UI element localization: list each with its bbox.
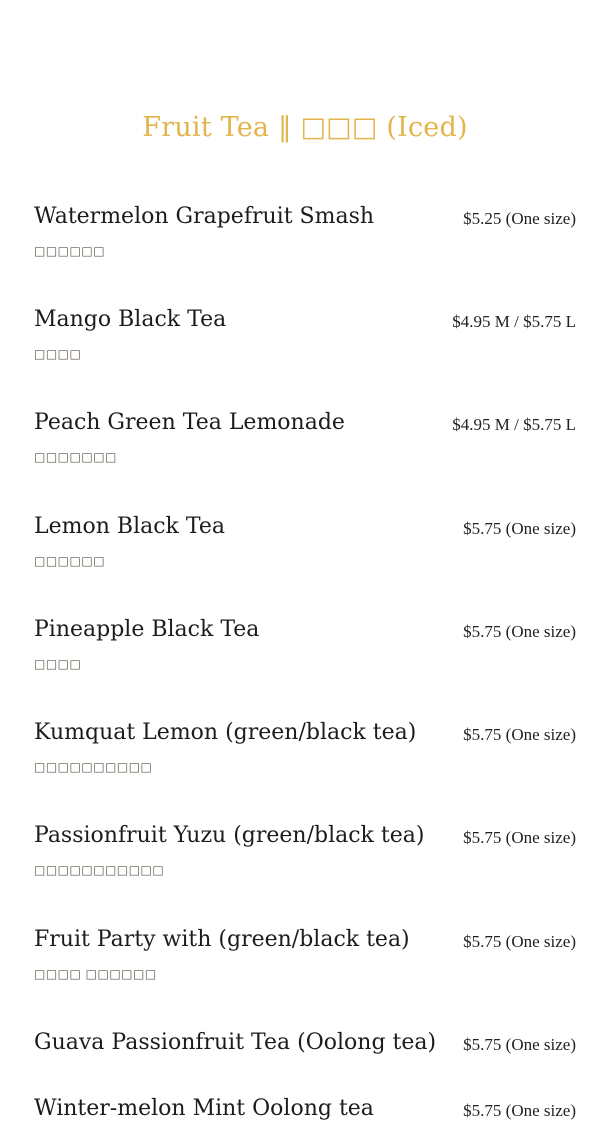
menu-item-price: $5.75 (One size) [463, 1101, 576, 1120]
menu-item-price: $4.95 M / $5.75 L [452, 312, 576, 331]
menu-item-name: Lemon Black Tea [34, 514, 225, 539]
menu-item-subtitle: □□□□□□ [34, 554, 106, 568]
section-title: Fruit Tea ‖ □□□ (Iced) [142, 112, 468, 143]
menu-item-row [34, 822, 576, 852]
menu-item-price: $5.75 (One size) [463, 828, 576, 847]
menu-item [34, 719, 576, 774]
menu-item-subtitle: □□□□□□ [34, 244, 106, 258]
menu-item-subtitle: □□□□ [34, 347, 82, 361]
menu-item-row [34, 616, 576, 646]
menu-item [34, 616, 576, 671]
menu-item [34, 1095, 576, 1125]
menu-item-row [34, 926, 576, 956]
menu-item-row [34, 306, 576, 336]
menu-item-row [34, 1029, 576, 1059]
menu-item-name: Watermelon Grapefruit Smash [34, 204, 375, 229]
menu-item-price: $5.75 (One size) [463, 519, 576, 538]
menu-item-subtitle: □□□□□□□ [34, 450, 117, 464]
menu-item-price: $5.75 (One size) [463, 622, 576, 641]
menu-item-price: $5.25 (One size) [463, 209, 576, 228]
menu-item-subtitle: □□□□ □□□□□□ [34, 967, 157, 981]
menu-item-row [34, 719, 576, 749]
menu-item-price: $4.95 M / $5.75 L [452, 415, 576, 434]
menu-item [34, 409, 576, 464]
menu-item-name: Passionfruit Yuzu (green/black tea) [34, 823, 425, 848]
menu-item-name: Winter-melon Mint Oolong tea [34, 1096, 374, 1121]
menu-item-name: Peach Green Tea Lemonade [34, 410, 345, 435]
menu-item-name: Kumquat Lemon (green/black tea) [34, 720, 417, 745]
menu-item-subtitle: □□□□□□□□□□ [34, 760, 153, 774]
menu-item-row [34, 409, 576, 439]
menu-item [34, 926, 576, 981]
menu-item-row [34, 513, 576, 543]
menu-item-row [34, 203, 576, 233]
menu-item-price: $5.75 (One size) [463, 932, 576, 951]
menu-item-name: Fruit Party with (green/black tea) [34, 927, 410, 952]
menu-item [34, 822, 576, 877]
menu-item-price: $5.75 (One size) [463, 725, 576, 744]
menu-item [34, 1029, 576, 1059]
menu-item [34, 513, 576, 568]
menu-item-name: Pineapple Black Tea [34, 617, 260, 642]
menu-item-price: $5.75 (One size) [463, 1035, 576, 1054]
menu-item-subtitle: □□□□ [34, 657, 82, 671]
menu-item [34, 203, 576, 258]
menu-item [34, 306, 576, 361]
menu-item-name: Guava Passionfruit Tea (Oolong tea) [34, 1030, 437, 1055]
menu-item-subtitle: □□□□□□□□□□□ [34, 863, 165, 877]
menu-item-row [34, 1095, 576, 1125]
menu-item-name: Mango Black Tea [34, 307, 227, 332]
